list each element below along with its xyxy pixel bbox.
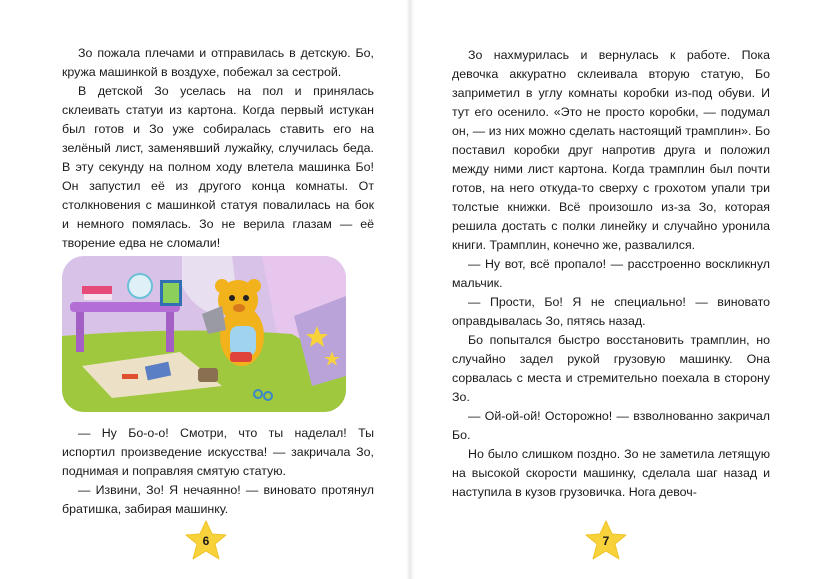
paragraph: — Ну вот, всё пропало! — расстроенно воскликнул мальчик. — [452, 257, 770, 290]
paragraph: Зо нахмурилась и вернулась к работе. Пока девочка аккуратно склеивала вторую статую, Бо заприметил в углу комнаты коробки из-под обуви. И тут его осенило. «Это не просто коробки, — подумал он, — из них можно сделать настоящий трамплин». Бо поставил коробки друг напротив друга и положил между ними лист картона. Когда трамплин был почти готов, на него откуда-то сверху с грохотом упали три толстые книжки. Всё произошло из-за Зо, которая решила достать с полки линейку и случайно уронила книги. Трамплин, конечно же, развалился. — [452, 48, 770, 252]
paragraph: В детской Зо уселась на пол и принялась склеивать статуи из картона. Когда первый истукан был готов и Зо уже собиралась ставить его на зелёный лист, заменявший лужайку, случилась беда. В эту секунду на полном ходу влетела машинка Бо! Он запустил её из другого конца комнаты. От столкновения с машинкой статуя повалилась на бок и немного помялась. Зо не верила глазам — её творение едва не сломали! — [62, 84, 374, 250]
page-number-right: 7 — [602, 534, 610, 548]
paragraph: — Прости, Бо! Я не специально! — виновато оправдывалась Зо, пятясь назад. — [452, 295, 770, 328]
left-text-top — [62, 44, 374, 253]
right-text — [452, 46, 770, 502]
left-text-bottom — [62, 424, 374, 519]
paragraph: — Ой-ой-ой! Осторожно! — взволнованно закричал Бо. — [452, 409, 770, 442]
paragraph: — Извини, Зо! Я нечаянно! — виновато протянул братишка, забирая машинку. — [62, 483, 374, 516]
paragraph: Бо попытался быстро восстановить трамплин, но случайно задел рукой грузовую машинку. Она сорвалась с места и стремительно поехала в сторону Зо. — [452, 333, 770, 404]
paragraph: Зо пожала плечами и отправилась в детскую. Бо, кружа машинкой в воздухе, побежал за сестрой. — [62, 46, 374, 79]
paragraph: Но было слишком поздно. Зо не заметила летящую на высокой скорости машинку, сделала шаг назад и наступила в кузов грузовичка. Нога девоч- — [452, 447, 770, 499]
paragraph: — Ну Бо-о-о! Смотри, что ты наделал! Ты испортил произведение искусства! — закричала Зо, поднимая и поправляя смятую статую. — [62, 426, 374, 478]
story-illustration — [62, 256, 346, 412]
page-number-left: 6 — [202, 534, 210, 548]
illustration-svg — [62, 256, 346, 412]
